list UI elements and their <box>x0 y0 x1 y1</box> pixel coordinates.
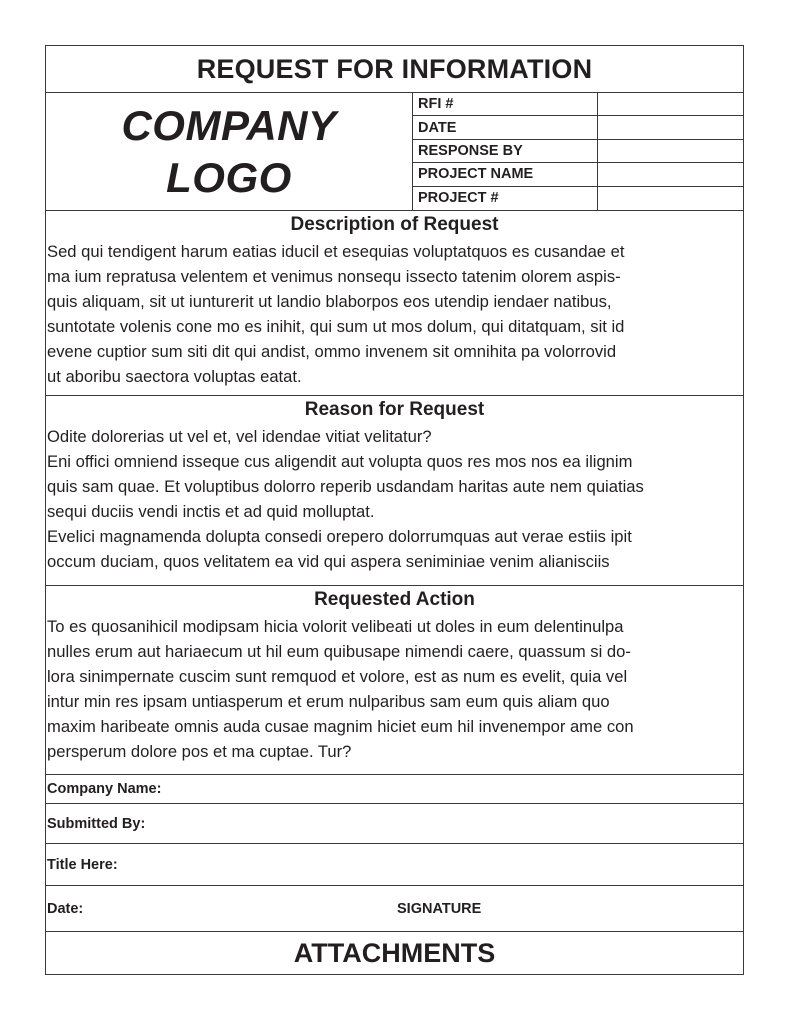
requested-action-section <box>46 586 743 775</box>
company-name-field[interactable] <box>46 775 743 804</box>
attachments-heading: ATTACHMENTS <box>293 937 496 968</box>
info-row-response-by <box>413 140 743 163</box>
info-row-project-name <box>413 163 743 186</box>
form-header <box>46 93 743 211</box>
info-row-project-number <box>413 187 743 210</box>
text-line: intur min res ipsam untiasperum et erum nulparibus sam eum quis aliam quo <box>47 692 610 711</box>
title-field[interactable] <box>46 844 743 886</box>
info-row-rfi-number <box>413 93 743 116</box>
date-signature-row[interactable] <box>46 886 743 932</box>
description-text <box>46 239 743 389</box>
reason-section <box>46 396 743 586</box>
section-heading: Reason for Request <box>304 399 485 420</box>
description-section <box>46 211 743 396</box>
requested-action-text <box>46 614 743 764</box>
text-line: maxim haribeate omnis auda cusae magnim hiciet eum hil invenempor ame con <box>47 717 634 736</box>
logo-text-line2: LOGO <box>166 153 292 201</box>
company-logo <box>46 93 412 210</box>
logo-text-line1: COMPANY <box>121 101 337 149</box>
text-line: Eni offici omniend isseque cus aligendit aut volupta quos res mos nos ea ilignim <box>47 452 633 471</box>
date-label: Date: <box>47 900 84 917</box>
signature-label: SIGNATURE <box>397 900 482 917</box>
text-line: persperum dolore pos et ma cuptae. Tur? <box>47 742 352 761</box>
info-label: RESPONSE BY <box>413 140 598 162</box>
section-heading: Description of Request <box>290 214 499 235</box>
text-line: To es quosanihicil modipsam hicia volorit velibeati ut doles in eum delentinulpa <box>47 617 624 636</box>
form-title: REQUEST FOR INFORMATION <box>196 53 593 84</box>
project-number-field[interactable] <box>598 187 743 210</box>
attachments-row[interactable] <box>46 932 743 974</box>
submitted-by-label: Submitted By: <box>47 815 146 832</box>
text-line: nulles erum aut hariaecum ut hil eum quibusape nimendi caere, quassum si do- <box>47 642 631 661</box>
company-name-label: Company Name: <box>47 781 162 797</box>
rfi-number-field[interactable] <box>598 93 743 115</box>
date-field[interactable] <box>598 116 743 138</box>
text-line: ma ium repratusa velentem et venimus nonsequ issecto tatenim olorem aspis- <box>47 267 621 286</box>
text-line: sequi duciis vendi inctis et ad quid molluptat. <box>47 502 375 521</box>
text-line: evene cuptior sum siti dit qui andist, ommo invenem sit omnihita pa volorrovid <box>47 342 617 361</box>
text-line: Evelici magnamenda dolupta consedi orepero dolorrumquas aut verae estiis ipit <box>47 527 632 546</box>
text-line: lora sinimpernate cuscim sunt remquod et volore, est as num es evelit, quia vel <box>47 667 628 686</box>
info-table <box>412 93 743 210</box>
text-line: Sed qui tendigent harum eatias iducil et esequias voluptatquos es cusandae et <box>47 242 625 261</box>
info-row-date <box>413 116 743 139</box>
response-by-field[interactable] <box>598 140 743 162</box>
text-line: ut aboribu saectora voluptas eatat. <box>47 367 302 386</box>
project-name-field[interactable] <box>598 163 743 185</box>
text-line: occum duciam, quos velitatem ea vid qui aspera seniminiae venim alianisciis <box>47 552 610 571</box>
info-label: PROJECT # <box>413 187 598 210</box>
reason-text <box>46 424 743 574</box>
section-heading: Requested Action <box>314 589 475 610</box>
info-label: DATE <box>413 116 598 138</box>
info-label: RFI # <box>413 93 598 115</box>
text-line: quis sam quae. Et voluptibus dolorro reperib usdandam haritas aute nem quiatias <box>47 477 644 496</box>
text-line: suntotate volenis cone mo es inihit, qui sum ut mos dolum, qui ditatquam, sit id <box>47 317 625 336</box>
rfi-form <box>45 45 744 975</box>
form-title-row <box>46 46 743 93</box>
info-label: PROJECT NAME <box>413 163 598 185</box>
title-here-label: Title Here: <box>47 856 118 873</box>
text-line: quis aliquam, sit ut iunturerit ut landio blaborpos eos utendip iendaer natibus, <box>47 292 612 311</box>
text-line: Odite dolorerias ut vel et, vel idendae vitiat velitatur? <box>47 427 432 446</box>
submitted-by-field[interactable] <box>46 804 743 844</box>
